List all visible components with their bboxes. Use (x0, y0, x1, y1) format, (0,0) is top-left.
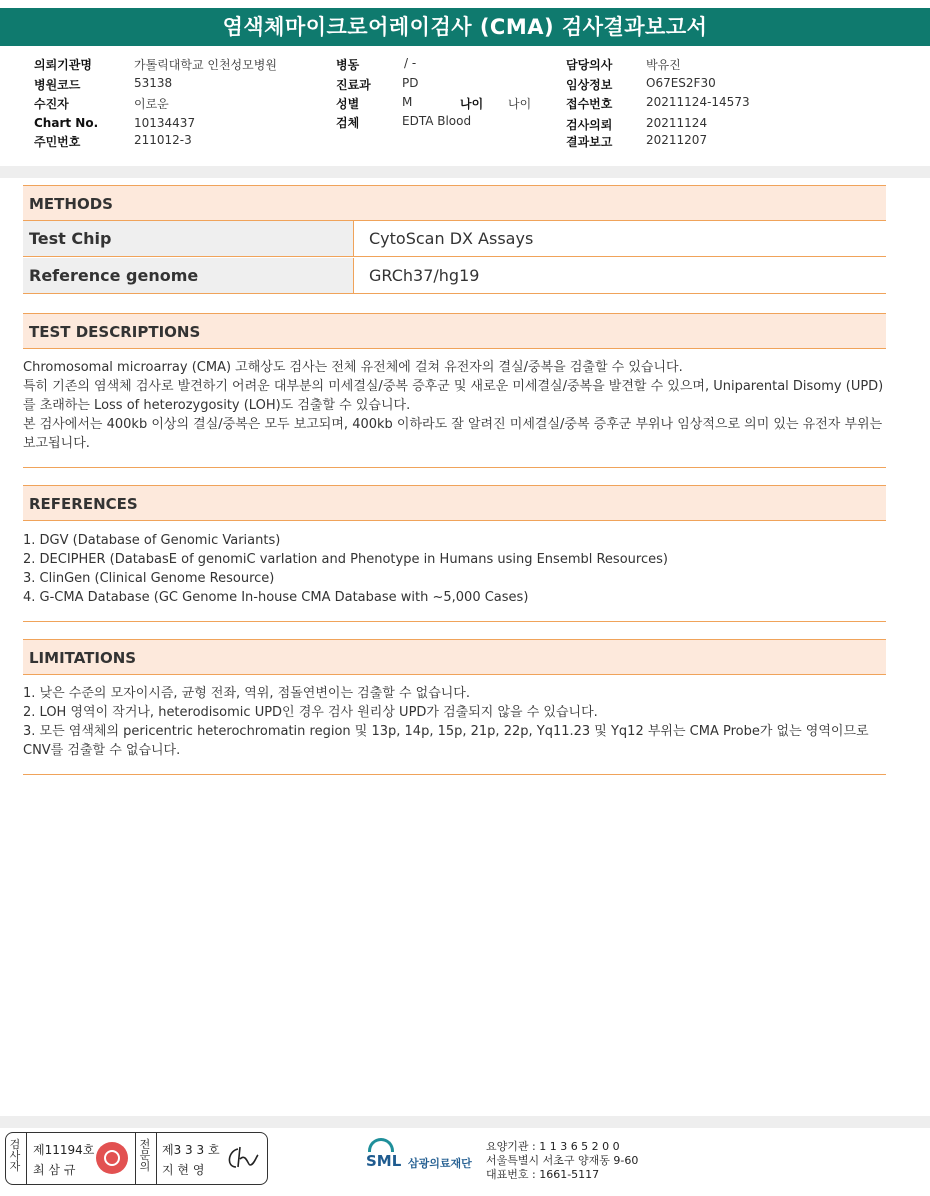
info-label: 접수번호 (566, 97, 613, 111)
references-title: REFERENCES (23, 485, 886, 521)
references-list (23, 531, 886, 607)
info-label: 주민번호 (34, 135, 81, 149)
signer2-license: 제3 3 3 호 (162, 1143, 220, 1157)
footer-separator (0, 1116, 930, 1128)
info-label: Chart No. (34, 116, 99, 130)
institution-address (486, 1140, 638, 1182)
methods-value: CytoScan DX Assays (369, 229, 534, 248)
logo-text: SML (366, 1152, 402, 1170)
info-value: 박유진 (646, 58, 681, 72)
signer2-role: 전문의 (139, 1138, 151, 1173)
info-label: 진료과 (336, 78, 371, 92)
methods-row (23, 221, 886, 257)
signature-box (5, 1132, 268, 1185)
info-value: 20211207 (646, 133, 708, 147)
methods-key: Test Chip (23, 221, 354, 256)
reference-item: 1. DGV (Database of Genomic Variants) (23, 533, 281, 548)
test-descriptions-body (23, 358, 886, 453)
info-value: 20211124-14573 (646, 95, 750, 109)
signer1-role: 검사자 (9, 1138, 21, 1173)
signer1-name: 최 삼 규 (33, 1163, 76, 1177)
address-line: 대표번호 : 1661-5117 (486, 1168, 600, 1181)
patient-info-block (0, 54, 930, 166)
age-value: 나이 (508, 97, 532, 111)
logo-ring-icon (368, 1138, 394, 1152)
methods-value: GRCh37/hg19 (369, 266, 480, 285)
info-label: 성별 (336, 97, 360, 111)
limitation-item: 1. 낮은 수준의 모자이시즘, 균형 전좌, 역위, 점돌연변이는 검출할 수 없습니다. (23, 686, 470, 701)
signer1-license: 제11194호 (33, 1143, 95, 1157)
info-label: 의뢰기관명 (34, 58, 92, 72)
reference-item: 4. G-CMA Database (GC Genome In-house CMA Database with ~5,000 Cases) (23, 590, 529, 605)
info-label: 결과보고 (566, 135, 613, 149)
limitations-list (23, 684, 886, 760)
info-value: O67ES2F30 (646, 76, 716, 90)
header-separator (0, 166, 930, 178)
description-line: 본 검사에서는 400kb 이상의 결실/중복은 모두 보고되며, 400kb 이하라도 잘 알려진 미세결실/중복 증후군 부위나 임상적으로 의미 있는 유전자 부위는 보고됩니다. (23, 417, 883, 451)
info-value: EDTA Blood (402, 114, 472, 128)
description-line: Chromosomal microarray (CMA) 고해상도 검사는 전체 유전체에 걸쳐 유전자의 결실/중복을 검출할 수 있습니다. (23, 360, 683, 375)
info-value: 20211124 (646, 116, 708, 130)
limitation-item: 2. LOH 영역이 작거나, heterodisomic UPD인 경우 검사 원리상 UPD가 검출되지 않을 수 있습니다. (23, 705, 598, 720)
info-label: 검사의뢰 (566, 118, 613, 132)
info-label: 검체 (336, 116, 360, 130)
age-label: 나이 (460, 97, 484, 111)
divider (26, 1133, 27, 1184)
info-value: PD (402, 76, 419, 90)
signature-mark (224, 1143, 262, 1173)
sml-logo (366, 1138, 486, 1174)
seal-stamp (96, 1142, 128, 1174)
limitations-title: LIMITATIONS (23, 639, 886, 675)
info-value: 211012-3 (134, 133, 192, 147)
info-value: 53138 (134, 76, 173, 90)
info-value: M (402, 95, 413, 109)
reference-item: 2. DECIPHER (DatabasE of genomiC varIation and Phenotype in Humans using Ensembl Resources) (23, 552, 668, 567)
info-label: 임상정보 (566, 78, 613, 92)
address-line: 서울특별시 서초구 양재동 9-60 (486, 1154, 639, 1167)
logo-corp-name: 삼광의료재단 (408, 1157, 472, 1170)
info-label: 병원코드 (34, 78, 81, 92)
methods-row (23, 258, 886, 294)
description-line: 특히 기존의 염색체 검사로 발견하기 어려운 대부분의 미세결실/중복 증후군 및 새로운 미세결실/중복을 발견할 수 있으며, Uniparental Disomy (UPD)를 초래하는 Loss of heterozygosity (LOH)도 검출할 수 있습니다. (23, 379, 884, 413)
section-divider (23, 467, 886, 468)
info-value: 10134437 (134, 116, 196, 130)
report-title: 염색체마이크로어레이검사 (CMA) 검사결과보고서 (0, 8, 930, 46)
signer2-name: 지 현 영 (162, 1163, 205, 1177)
methods-title: METHODS (23, 185, 886, 221)
reference-item: 3. ClinGen (Clinical Genome Resource) (23, 571, 275, 586)
info-value: 가톨릭대학교 인천성모병원 (134, 58, 277, 72)
divider (156, 1133, 157, 1184)
methods-key: Reference genome (23, 258, 354, 293)
address-line: 요양기관 : 1 1 3 6 5 2 0 0 (486, 1140, 620, 1153)
limitation-item: 3. 모든 염색체의 pericentric heterochromatin region 및 13p, 14p, 15p, 21p, 22p, Yq11.23 및 Yq12 부위는 CMA Probe가 없는 영역이므로 CNV를 검출할 수 없습니다. (23, 724, 869, 758)
section-divider (23, 774, 886, 775)
info-value: 이로운 (134, 97, 169, 111)
divider (135, 1133, 136, 1184)
info-label: 담당의사 (566, 58, 613, 72)
section-divider (23, 621, 886, 622)
test-descriptions-title: TEST DESCRIPTIONS (23, 313, 886, 349)
info-label: 병동 (336, 58, 360, 72)
info-value: / - (404, 56, 417, 70)
info-label: 수진자 (34, 97, 69, 111)
